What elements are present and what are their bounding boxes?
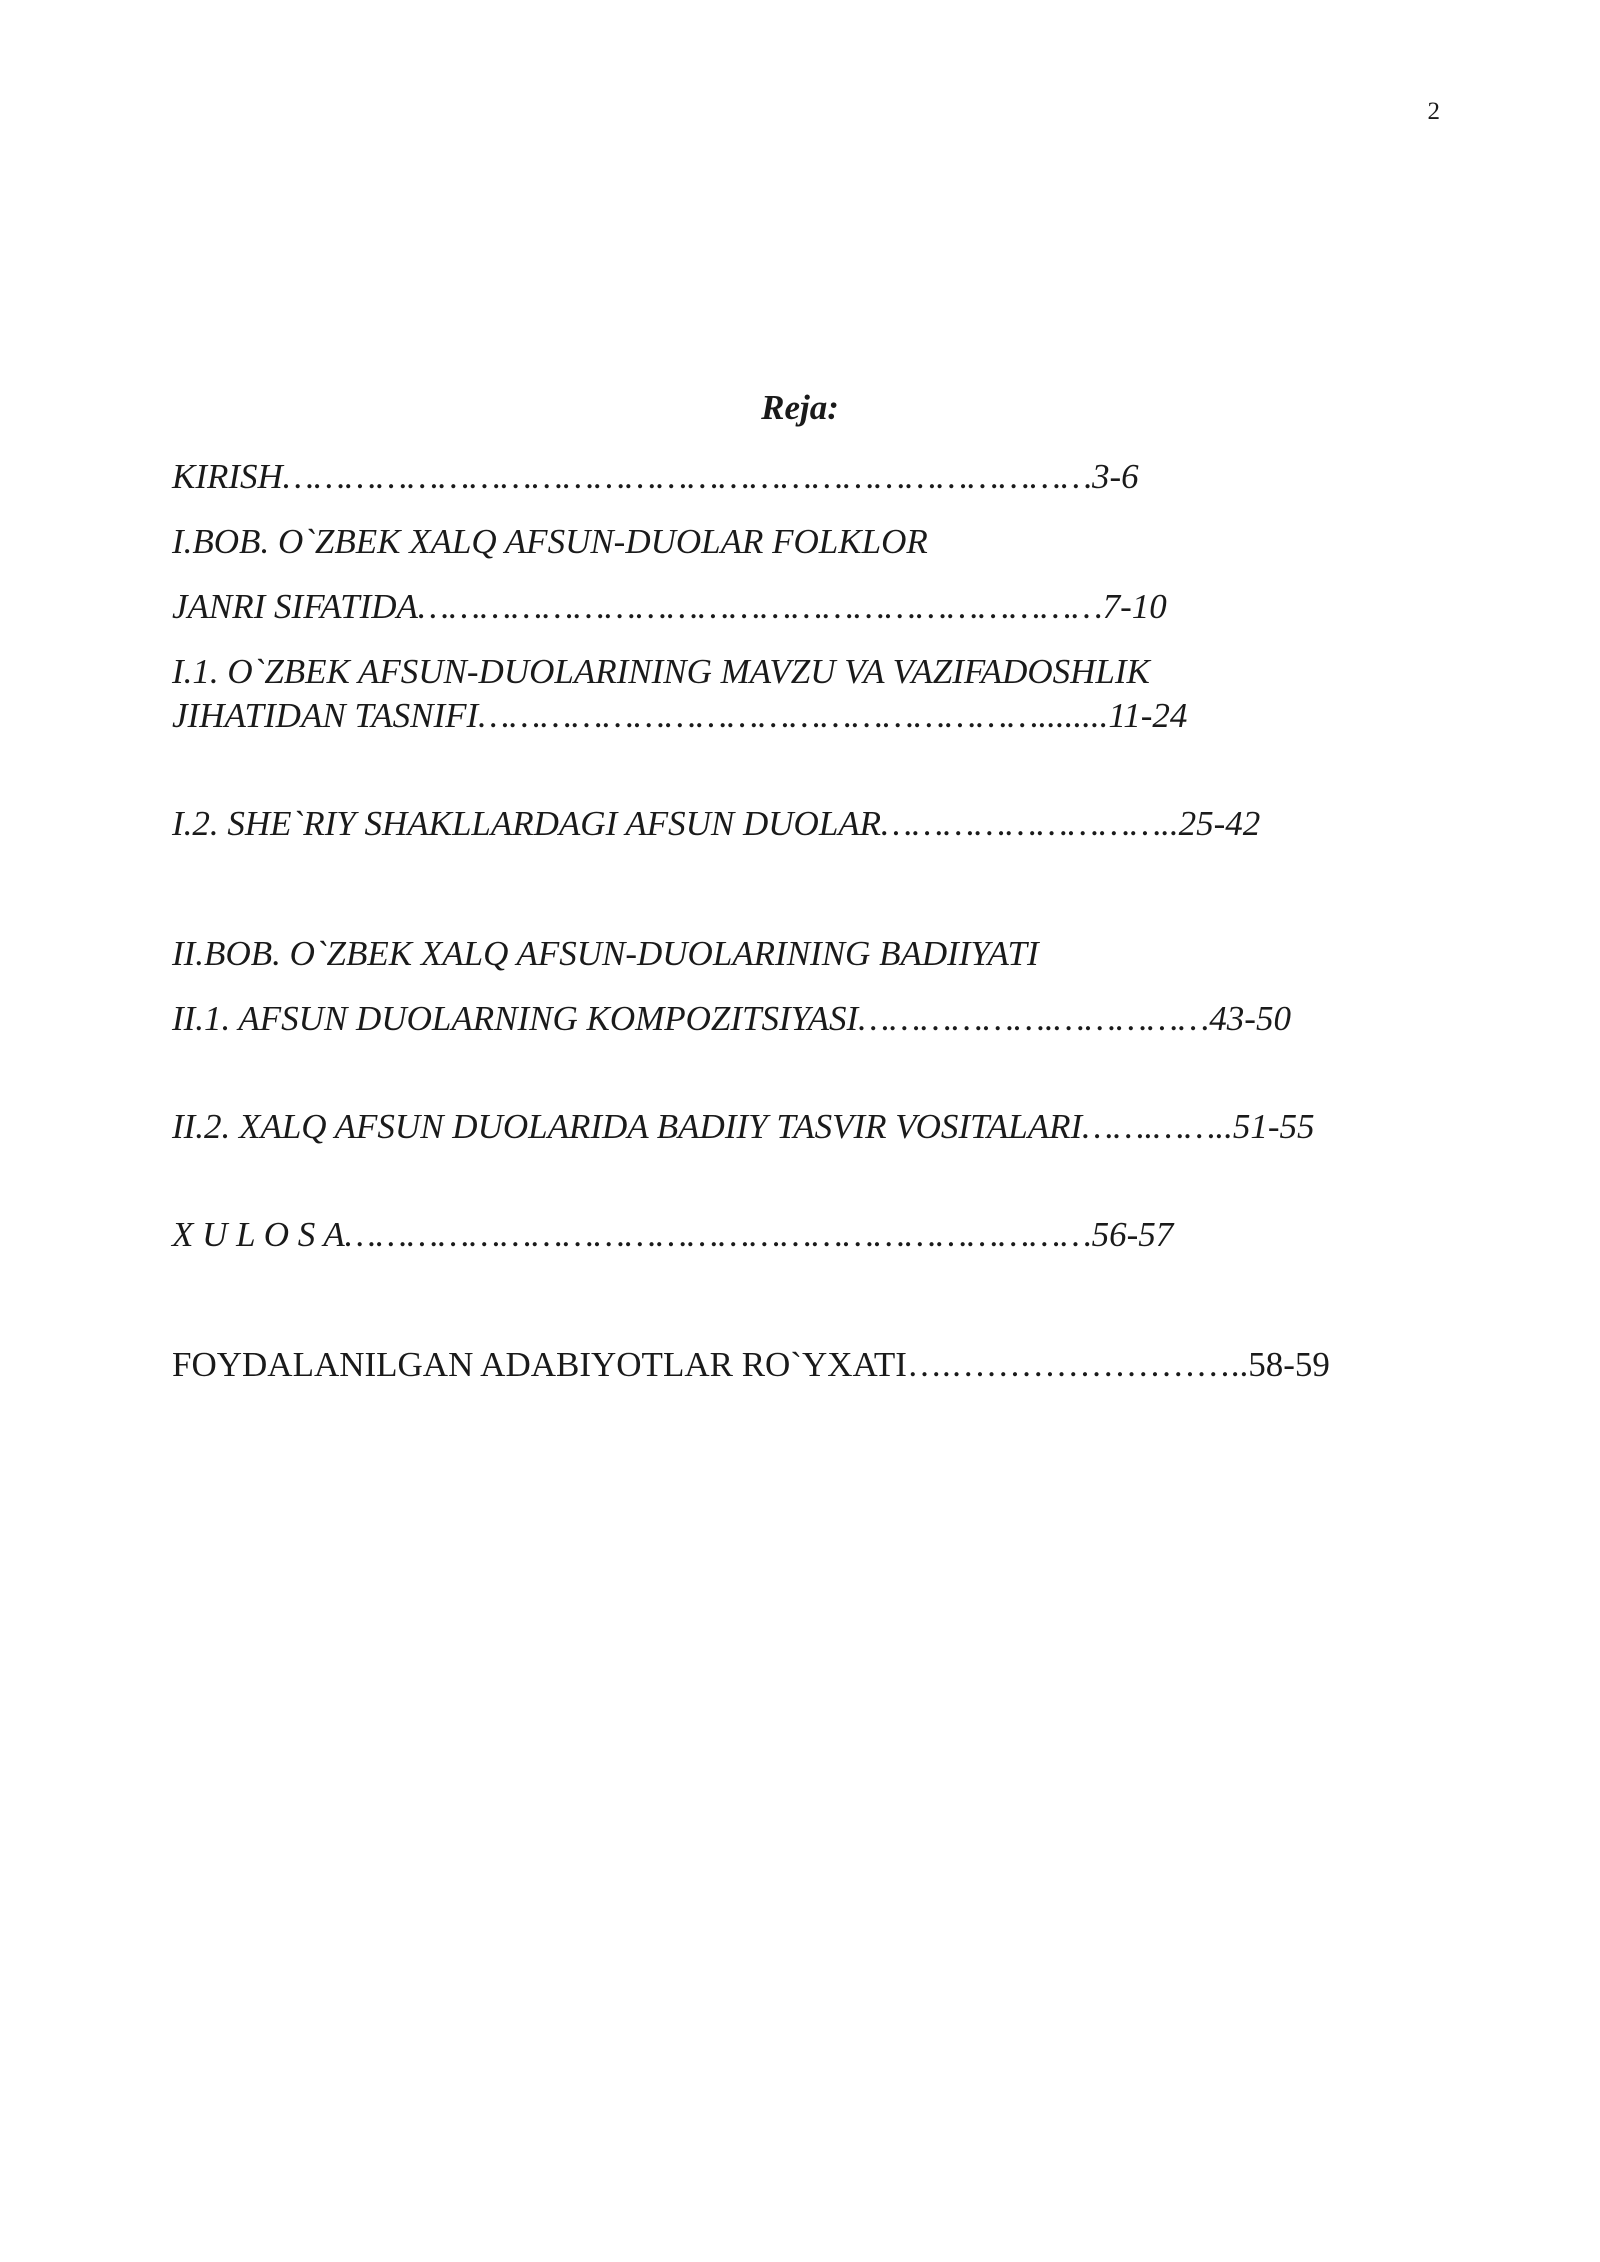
toc-entry-chapter2: II.BOB. O`ZBEK XALQ AFSUN-DUOLARINING BADIIYATI	[172, 934, 1039, 973]
page-title: Reja:	[761, 388, 839, 427]
toc-entry-chapter1-line2: JANRI SIFATIDA…………………………………………………………7-10	[172, 587, 1167, 626]
toc-entry-section11-line1: I.1. O`ZBEK AFSUN-DUOLARINING MAVZU VA VAZIFADOSHLIK	[172, 652, 1150, 691]
toc-entry-chapter1-line1: I.BOB. O`ZBEK XALQ AFSUN-DUOLAR FOLKLOR	[172, 522, 928, 561]
toc-entry-kirish: KIRISH……………………………………………………………………3-6	[172, 457, 1139, 496]
toc-entry-xulosa: X U L O S A………………………………………………………………56-57	[172, 1215, 1174, 1254]
toc-entry-section21: II.1. AFSUN DUOLARNING KOMPOZITSIYASI……………….……………43-50	[172, 999, 1291, 1038]
toc-entry-bibliography: FOYDALANILGAN ADABIYOTLAR RO`YXATI….……………………..58-59	[172, 1345, 1330, 1384]
toc-entry-section11-line2: JIHATIDAN TASNIFI………………………………………………........11-24	[172, 696, 1188, 735]
toc-entry-section22: II.2. XALQ AFSUN DUOLARIDA BADIIY TASVIR VOSITALARI…….……..51-55	[172, 1107, 1315, 1146]
toc-entry-section12: I.2. SHE`RIY SHAKLLARDAGI AFSUN DUOLAR………………………..25-42	[172, 804, 1261, 843]
page-number: 2	[1427, 98, 1440, 125]
